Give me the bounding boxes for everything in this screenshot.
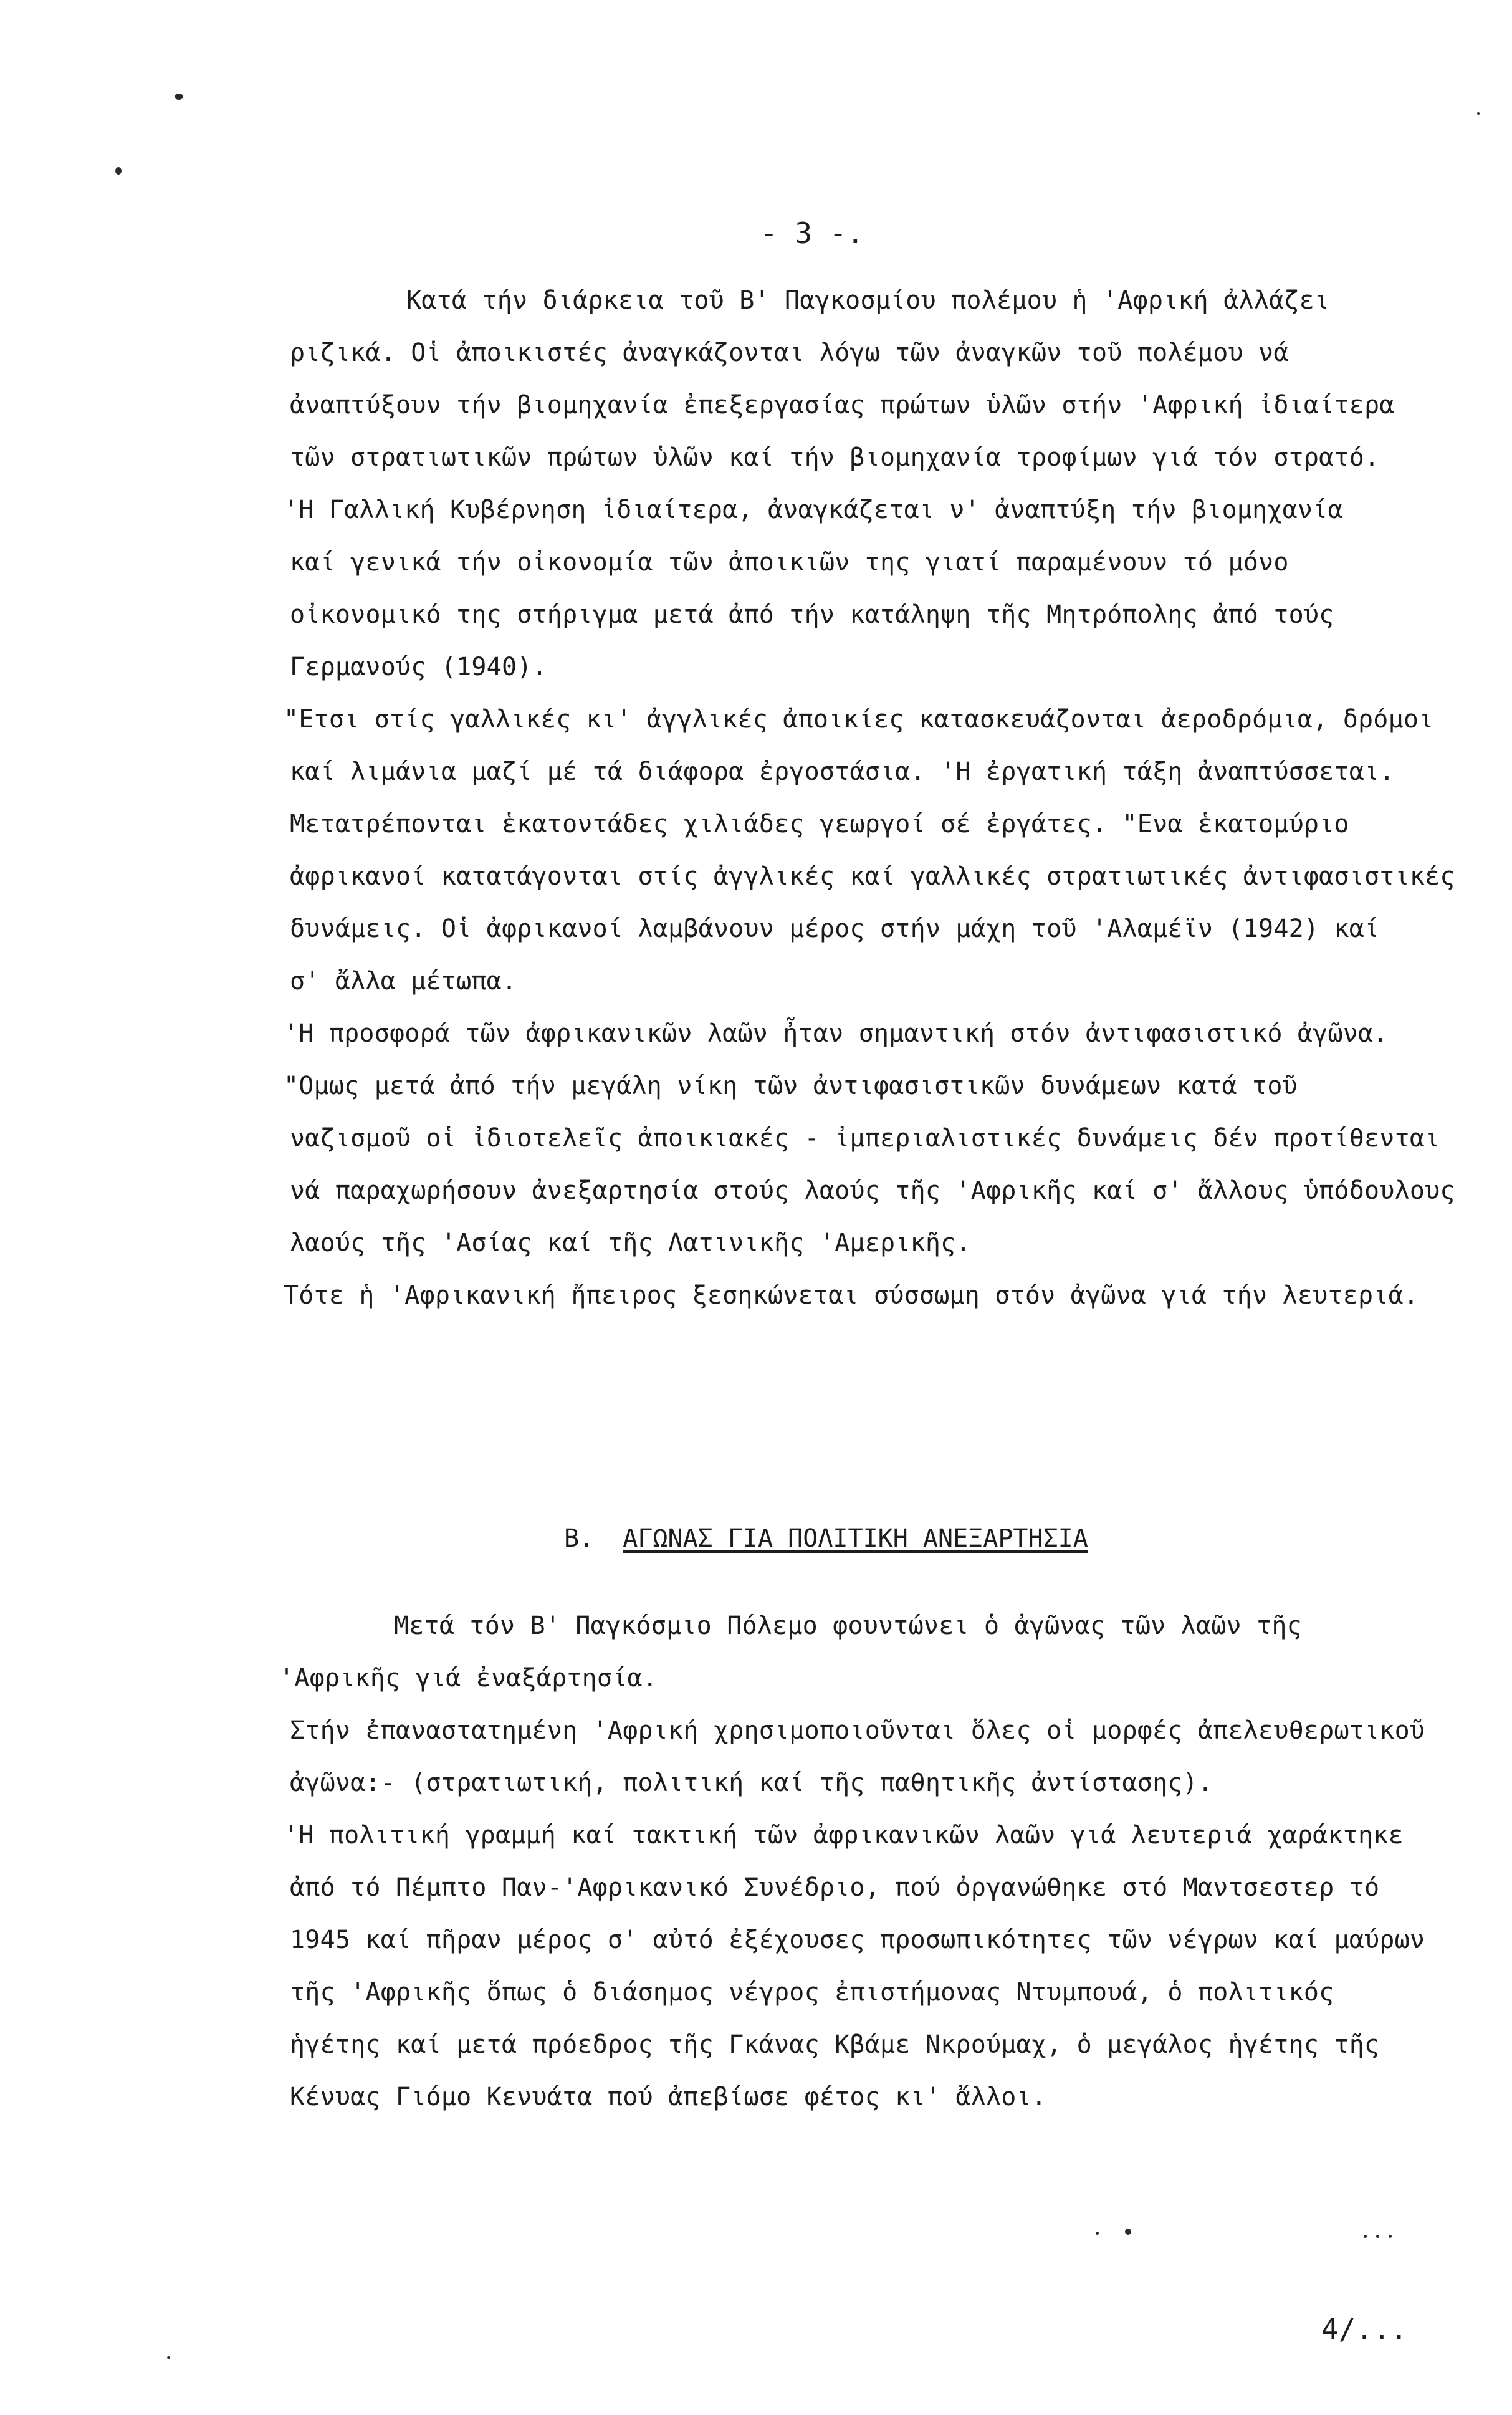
section-line: 'Αφρικῆς γιά ἐναξάρτησία. <box>279 1664 658 1692</box>
body-line: σ' ἄλλα μέτωπα. <box>290 967 517 996</box>
section-line: τῆς 'Αφρικῆς ὅπως ὁ διάσημος νέγρος ἐπιστήμονας Ντυμπουά, ὁ πολιτικός <box>290 1978 1334 2007</box>
section-heading <box>564 1524 1088 1553</box>
scan-speck <box>1364 2235 1367 2238</box>
body-line: Μετατρέπονται ἑκατοντάδες χιλιάδες γεωργοί σέ ἐργάτες. "Ενα ἑκατομύριο <box>290 810 1349 838</box>
scan-speck <box>1376 2235 1379 2238</box>
body-line: οἰκονομικό της στήριγμα μετά ἀπό τήν κατάληψη τῆς Μητρόπολης ἀπό τούς <box>290 600 1334 629</box>
section-line: 'Η πολιτική γραμμή καί τακτική τῶν ἀφρικανικῶν λαῶν γιά λευτεριά χαράκτηκε <box>284 1821 1404 1850</box>
body-line: "Ετσι στίς γαλλικές κι' ἀγγλικές ἀποικίες κατασκευάζονται ἀεροδρόμια, δρόμοι <box>284 705 1434 734</box>
section-line: ἀγῶνα:- (στρατιωτική, πολιτική καί τῆς παθητικῆς ἀντίστασης). <box>290 1769 1213 1797</box>
scan-speck <box>115 167 122 175</box>
body-line: νά παραχωρήσουν ἀνεξαρτησία στούς λαούς τῆς 'Αφρικῆς καί σ' ἄλλους ὑπόδουλους <box>290 1176 1455 1205</box>
body-line: δυνάμεις. Οἱ ἀφρικανοί λαμβάνουν μέρος στήν μάχη τοῦ 'Αλαμέϊν (1942) καί <box>290 915 1380 943</box>
body-line: 'Η προσφορά τῶν ἀφρικανικῶν λαῶν ἦταν σημαντική στόν ἀντιφασιστικό ἀγῶνα. <box>284 1019 1389 1048</box>
body-line: "Ομως μετά ἀπό τήν μεγάλη νίκη τῶν ἀντιφασιστικῶν δυνάμεων κατά τοῦ <box>284 1072 1298 1100</box>
scan-speck <box>175 94 183 100</box>
section-line: Μετά τόν Β' Παγκόσμιο Πόλεμο φουντώνει ὁ ἀγῶνας τῶν λαῶν τῆς <box>394 1611 1302 1640</box>
scan-speck <box>1477 112 1480 115</box>
body-line: καί γενικά τήν οἰκονομία τῶν ἀποικιῶν της γιατί παραμένουν τό μόνο <box>290 548 1289 577</box>
section-title: ΑΓΩΝΑΣ ΓΙΑ ΠΟΛΙΤΙΚΗ ΑΝΕΞΑΡΤΗΣΙΑ <box>623 1524 1088 1553</box>
body-line: Τότε ἡ 'Αφρικανική ἤπειρος ξεσηκώνεται σύσσωμη στόν ἀγῶνα γιά τήν λευτεριά. <box>284 1281 1419 1310</box>
section-line: Κένυας Γιόμο Κενυάτα πού ἀπεβίωσε φέτος κι' ἄλλοι. <box>290 2083 1047 2111</box>
body-line: ριζικά. Οἱ ἀποικιστές ἀναγκάζονται λόγω τῶν ἀναγκῶν τοῦ πολέμου νά <box>290 338 1289 367</box>
body-line: 'Η Γαλλική Κυβέρνηση ἰδιαίτερα, ἀναγκάζεται ν' ἀναπτύξη τήν βιομηχανία <box>284 496 1343 524</box>
continuation-marker: 4/... <box>1321 2312 1408 2346</box>
body-line: ἀφρικανοί κατατάγονται στίς ἀγγλικές καί γαλλικές στρατιωτικές ἀντιφασιστικές <box>290 862 1455 891</box>
section-line: Στήν ἐπαναστατημένη 'Αφρική χρησιμοποιοῦνται ὅλες οἱ μορφές ἀπελευθερωτικοῦ <box>290 1716 1425 1745</box>
body-line: λαούς τῆς 'Ασίας καί τῆς Λατινικῆς 'Αμερικῆς. <box>290 1229 971 1257</box>
page-number: - 3 -. <box>760 216 864 250</box>
body-line: Κατά τήν διάρκεια τοῦ Β' Παγκοσμίου πολέμου ἡ 'Αφρική ἀλλάζει <box>406 286 1330 315</box>
body-line: Γερμανούς (1940). <box>290 653 547 681</box>
body-line: ναζισμοῦ οἱ ἰδιοτελεῖς ἀποικιακές - ἰμπεριαλιστικές δυνάμεις δέν προτίθενται <box>290 1124 1440 1153</box>
section-line: ἡγέτης καί μετά πρόεδρος τῆς Γκάνας Κβάμε Νκρούμαχ, ὁ μεγάλος ἡγέτης τῆς <box>290 2030 1380 2059</box>
section-line: 1945 καί πῆραν μέρος σ' αὐτό ἐξέχουσες προσωπικότητες τῶν νέγρων καί μαύρων <box>290 1926 1425 1954</box>
section-letter: Β. <box>564 1524 595 1553</box>
body-line: τῶν στρατιωτικῶν πρώτων ὑλῶν καί τήν βιομηχανία τροφίμων γιά τόν στρατό. <box>290 443 1380 472</box>
scan-speck <box>1389 2235 1392 2238</box>
section-line: ἀπό τό Πέμπτο Παν-'Αφρικανικό Συνέδριο, πού ὀργανώθηκε στό Μαντσεστερ τό <box>290 1873 1380 1902</box>
scan-speck <box>1096 2232 1099 2235</box>
scan-speck <box>167 2356 170 2359</box>
body-line: ἀναπτύξουν τήν βιομηχανία ἐπεξεργασίας πρώτων ὑλῶν στήν 'Αφρική ἰδιαίτερα <box>290 391 1395 420</box>
body-line: καί λιμάνια μαζί μέ τά διάφορα ἐργοστάσια. 'Η ἐργατική τάξη ἀναπτύσσεται. <box>290 757 1395 786</box>
scan-speck <box>1125 2229 1131 2235</box>
